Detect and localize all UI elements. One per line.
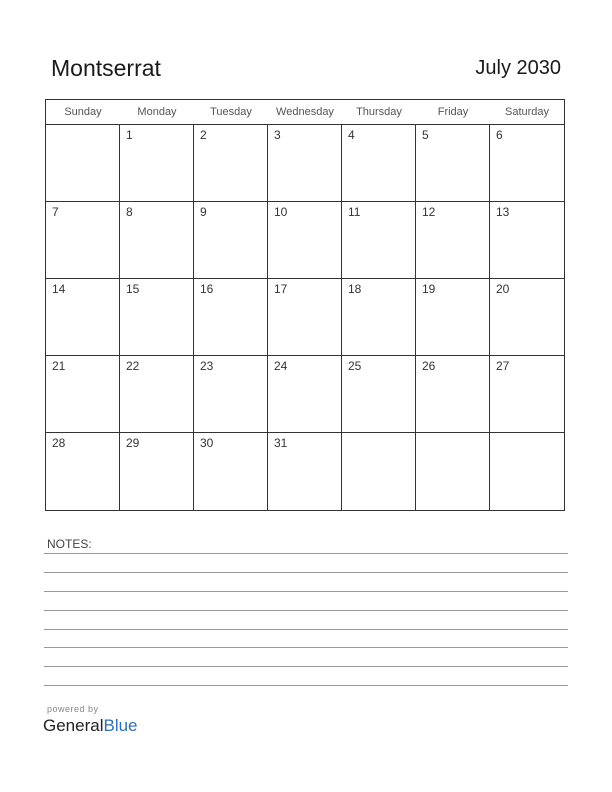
day-grid <box>46 125 564 510</box>
day-number: 10 <box>274 205 288 219</box>
day-number: 31 <box>274 436 288 450</box>
day-number: 27 <box>496 359 510 373</box>
day-cell <box>342 356 416 433</box>
day-cell <box>416 202 490 279</box>
day-number: 7 <box>52 205 59 219</box>
day-number: 1 <box>126 128 133 142</box>
day-number: 5 <box>422 128 429 142</box>
day-cell <box>120 356 194 433</box>
day-number: 22 <box>126 359 140 373</box>
day-cell <box>194 356 268 433</box>
day-number: 24 <box>274 359 288 373</box>
day-cell <box>120 125 194 202</box>
day-cell <box>342 202 416 279</box>
day-cell <box>268 356 342 433</box>
day-cell <box>268 279 342 356</box>
day-cell <box>46 202 120 279</box>
day-number: 15 <box>126 282 140 296</box>
day-number: 14 <box>52 282 66 296</box>
day-cell <box>490 202 564 279</box>
day-cell <box>268 125 342 202</box>
day-cell <box>490 433 564 510</box>
day-cell <box>46 356 120 433</box>
day-number: 12 <box>422 205 436 219</box>
day-cell <box>490 125 564 202</box>
day-cell <box>194 433 268 510</box>
day-cell <box>194 125 268 202</box>
day-number: 2 <box>200 128 207 142</box>
day-number: 19 <box>422 282 436 296</box>
day-cell <box>342 125 416 202</box>
brand-blue: Blue <box>103 716 138 735</box>
note-line <box>44 553 568 554</box>
note-line <box>44 610 568 611</box>
calendar-month: July 2030 <box>475 57 561 79</box>
generalblue-logo <box>43 716 138 736</box>
day-cell <box>342 279 416 356</box>
day-cell <box>120 433 194 510</box>
note-line <box>44 629 568 630</box>
calendar-title: Montserrat <box>51 55 161 81</box>
day-cell <box>120 202 194 279</box>
day-number: 4 <box>348 128 355 142</box>
weekday-sunday: Sunday <box>64 106 102 118</box>
weekday-tuesday: Tuesday <box>210 106 252 118</box>
day-cell <box>416 125 490 202</box>
day-number: 23 <box>200 359 214 373</box>
weekday-monday: Monday <box>137 106 177 118</box>
day-cell <box>490 356 564 433</box>
day-number: 25 <box>348 359 362 373</box>
day-number: 28 <box>52 436 66 450</box>
day-cell <box>268 433 342 510</box>
note-line <box>44 685 568 686</box>
day-cell <box>416 279 490 356</box>
day-cell <box>416 356 490 433</box>
day-cell <box>416 433 490 510</box>
day-cell <box>120 279 194 356</box>
note-line <box>44 572 568 573</box>
day-number: 26 <box>422 359 436 373</box>
day-cell <box>268 202 342 279</box>
day-number: 29 <box>126 436 140 450</box>
powered-by-label: powered by <box>47 704 99 714</box>
day-number: 11 <box>348 205 361 219</box>
weekday-thursday: Thursday <box>356 106 402 118</box>
day-number: 9 <box>200 205 207 219</box>
day-number: 3 <box>274 128 281 142</box>
weekday-header-row <box>46 100 564 125</box>
day-cell <box>194 279 268 356</box>
day-cell <box>46 433 120 510</box>
weekday-saturday: Saturday <box>504 106 550 118</box>
weekday-wednesday: Wednesday <box>276 106 334 118</box>
note-line <box>44 591 568 592</box>
day-cell <box>342 433 416 510</box>
day-number: 16 <box>200 282 214 296</box>
day-cell <box>46 125 120 202</box>
day-number: 8 <box>126 205 133 219</box>
day-number: 18 <box>348 282 362 296</box>
day-number: 13 <box>496 205 510 219</box>
weekday-friday: Friday <box>437 106 469 118</box>
day-number: 20 <box>496 282 510 296</box>
brand-general: General <box>43 716 104 735</box>
day-cell <box>194 202 268 279</box>
day-number: 30 <box>200 436 214 450</box>
note-line <box>44 666 568 667</box>
day-cell <box>46 279 120 356</box>
calendar-grid <box>45 99 565 511</box>
day-number: 17 <box>274 282 288 296</box>
day-cell <box>490 279 564 356</box>
day-number: 21 <box>52 359 66 373</box>
note-line <box>44 647 568 648</box>
notes-label: NOTES: <box>47 537 92 551</box>
day-number: 6 <box>496 128 503 142</box>
